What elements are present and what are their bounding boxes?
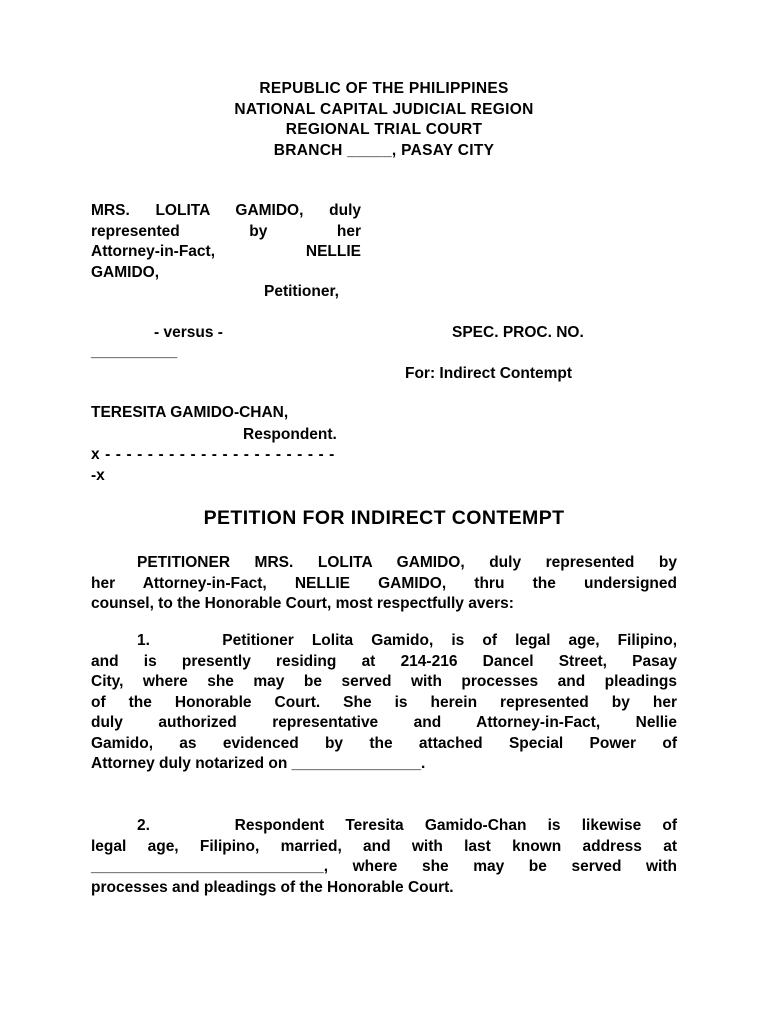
caption-separator-end: -x <box>91 467 105 484</box>
paragraph-line: of the Honorable Court. She is herein represented by her <box>91 693 677 711</box>
paragraph-line: City, where she may be served with processes and pleadings <box>91 673 677 690</box>
petitioner-line: Attorney-in-Fact, NELLIE <box>91 243 361 260</box>
paragraph-line: Gamido, as evidenced by the attached Special Power of <box>91 734 677 752</box>
petitioner-caption <box>91 201 361 283</box>
petitioner-role: Petitioner, <box>264 283 339 300</box>
header-region: NATIONAL CAPITAL JUDICIAL REGION <box>234 100 534 118</box>
paragraph-2 <box>91 816 677 898</box>
case-number-blank: __________ <box>91 343 178 360</box>
paragraph-line: duly authorized representative and Attorney-in-Fact, Nellie <box>91 714 677 731</box>
paragraph-line: 2. Respondent Teresita Gamido-Chan is likewise of <box>137 817 677 834</box>
paragraph-line: Attorney duly notarized on _______________. <box>91 755 426 772</box>
court-header <box>0 79 768 161</box>
header-court: REGIONAL TRIAL COURT <box>285 121 483 138</box>
paragraph-line: counsel, to the Honorable Court, most respectfully avers: <box>91 595 514 612</box>
paragraph-1 <box>91 631 677 775</box>
paragraph-line: PETITIONER MRS. LOLITA GAMIDO, duly represented by <box>137 554 677 571</box>
paragraph-line: ___________________________, where she may be served with <box>91 858 677 875</box>
paragraph-line: her Attorney-in-Fact, NELLIE GAMIDO, thru the undersigned <box>91 574 677 592</box>
document-title: PETITION FOR INDIRECT CONTEMPT <box>203 507 565 529</box>
paragraph-line: 1. Petitioner Lolita Gamido, is of legal age, Filipino, <box>137 632 677 649</box>
petitioner-line: GAMIDO, <box>91 263 160 281</box>
intro-paragraph <box>91 553 677 615</box>
paragraph-line: and is presently residing at 214-216 Dancel Street, Pasay <box>91 652 677 670</box>
petitioner-line: represented by her <box>91 222 361 240</box>
respondent-role: Respondent. <box>243 426 337 443</box>
caption-separator: x - - - - - - - - - - - - - - - - - - - - - - <box>91 446 335 463</box>
petitioner-line: MRS. LOLITA GAMIDO, duly <box>91 202 361 219</box>
versus-label: - versus - <box>154 324 223 341</box>
header-branch: BRANCH _____, PASAY CITY <box>273 141 495 159</box>
case-number-label: SPEC. PROC. NO. <box>452 324 584 341</box>
respondent-name: TERESITA GAMIDO-CHAN, <box>91 404 289 421</box>
paragraph-line: processes and pleadings of the Honorable Court. <box>91 878 454 896</box>
paragraph-line: legal age, Filipino, married, and with last known address at <box>91 837 677 855</box>
case-subject: For: Indirect Contempt <box>405 365 573 382</box>
header-republic: REPUBLIC OF THE PHILIPPINES <box>259 80 509 97</box>
